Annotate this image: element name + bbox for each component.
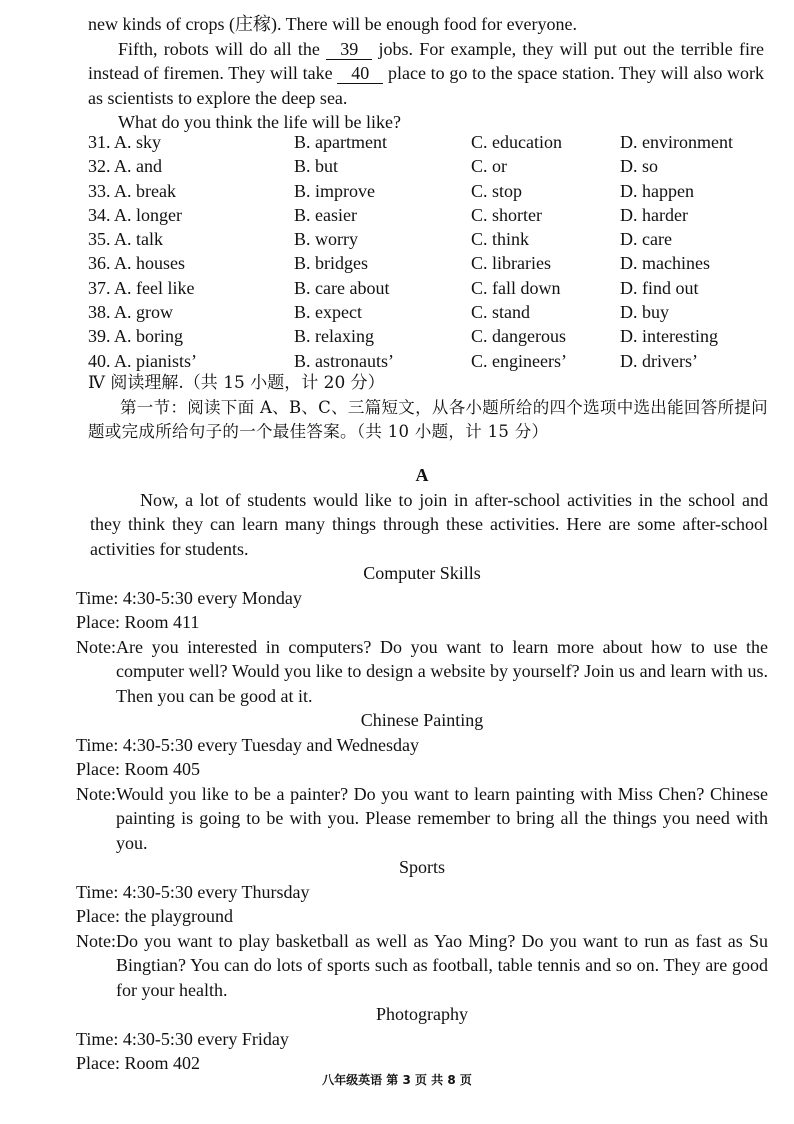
activity-place: Place: Room 402 [76,1053,200,1073]
option-a: 33. A. break [88,180,176,201]
option-d: D. happen [620,180,694,201]
passage-paragraph [88,37,764,111]
activity-title: Computer Skills [363,563,481,583]
option-c: C. education [471,132,562,152]
option-a: 38. A. grow [88,302,173,323]
option-a: 35. A. talk [88,229,163,250]
note-text: Do you want to play basketball as well as Yao Ming? Do you want to run as fast as Su Bingtian? You can do lots of sports such as football, table tennis and so on. They are good for your health. [116,930,768,1000]
option-a: 40. A. pianists’ [88,350,198,371]
option-row [88,324,778,348]
blank-39: 39 [326,39,372,60]
activity-time: Time: 4:30-5:30 every Thursday [76,881,310,902]
option-b: B. care about [294,277,390,298]
note-text: Would you like to be a painter? Do you want to learn painting with Miss Chen? Chinese painting is going to be with you. Please remember to bring all the things you need with you. [116,783,768,853]
option-c: C. libraries [471,253,551,274]
activity-time: Time: 4:30-5:30 every Tuesday and Wednesday [76,734,420,755]
note-text: Are you interested in computers? Do you want to learn more about how to use the computer well? Would you like to design a website by yourself? Join us and learn with us. Then you can be good at it. [116,636,768,706]
option-row [88,203,778,227]
option-d: D. interesting [620,326,718,347]
option-c: C. dangerous [471,326,566,347]
option-a: 34. A. longer [88,204,182,225]
reading-section-header [88,371,768,445]
activity-title: Chinese Painting [360,710,484,730]
passage-text: Fifth, robots will do all the [118,38,320,59]
option-d: D. find out [620,277,699,298]
activity-title: Photography [376,1004,468,1024]
option-c: C. shorter [471,204,542,225]
reading-passage-a [76,461,768,1076]
option-a: 31. A. sky [88,132,162,152]
option-c: C. or [471,156,507,177]
option-row [88,154,778,178]
activity-note [76,782,768,856]
option-row [88,227,778,251]
option-b: B. bridges [294,253,368,274]
option-b: B. astronauts’ [294,350,394,371]
option-d: D. care [620,229,672,250]
option-b: B. easier [294,204,357,225]
option-a: 37. A. feel like [88,277,195,298]
option-row [88,276,778,300]
option-b: B. expect [294,302,362,323]
option-c: C. think [471,229,530,250]
option-b: B. relaxing [294,326,374,347]
activity-note [76,635,768,709]
option-c: C. stop [471,180,523,201]
option-d: D. buy [620,302,669,323]
passage-line: new kinds of crops (庄稼). There will be enough food for everyone. [88,14,578,34]
page-footer: 八年级英语 第 3 页 共 8 页 [322,1073,472,1087]
option-a: 32. A. and [88,156,162,177]
option-d: D. harder [620,204,688,225]
activity-place: Place: Room 405 [76,759,200,779]
note-label: Note: [76,636,116,657]
activity-note [76,929,768,1003]
option-d: D. environment [620,132,733,152]
activity-title: Sports [398,857,445,877]
passage-paragraph: What do you think the life will be like? [118,112,401,132]
option-row [88,349,778,373]
option-row [88,179,778,203]
option-row [88,251,778,275]
note-label: Note: [76,783,116,804]
option-row [88,300,778,324]
cloze-passage [88,12,764,135]
section-title: Ⅳ 阅读理解.（共 15 小题，计 20 分） [88,373,385,393]
option-c: C. stand [471,302,531,323]
option-b: B. apartment [294,132,387,152]
option-a: 39. A. boring [88,326,184,347]
passage-text: jobs. For example, they will put out the terrible fire instead of firemen. They will take [88,38,765,83]
option-row [88,130,778,154]
activity-place: Place: Room 411 [76,612,200,632]
option-c: C. engineers’ [471,350,567,371]
passage-intro: Now, a lot of students would like to join in after-school activities in the school and they think they can learn many things through these activities. Here are some after-school activities for students. [90,489,768,559]
option-b: B. worry [294,229,358,250]
option-d: D. drivers’ [620,350,698,371]
option-b: B. but [294,156,339,177]
option-a: 36. A. houses [88,253,186,274]
activity-time: Time: 4:30-5:30 every Monday [76,587,302,608]
passage-text: place to go to the space station. They will also work as scientists to explore the deep sea. [88,63,765,108]
options-list [88,130,778,373]
activity-place: Place: the playground [76,906,233,926]
option-d: D. so [620,156,659,177]
section-instruction: 第一节：阅读下面 A、B、C、三篇短文，从各小题所给的四个选项中选出能回答所提问题或完成所给句子的一个最佳答案。（共 10 小题，计 15 分） [88,397,768,441]
option-d: D. machines [620,253,710,274]
blank-40: 40 [337,63,383,84]
option-c: C. fall down [471,277,561,298]
note-label: Note: [76,930,116,951]
activity-time: Time: 4:30-5:30 every Friday [76,1028,289,1049]
passage-letter: A [415,465,429,485]
option-b: B. improve [294,180,375,201]
